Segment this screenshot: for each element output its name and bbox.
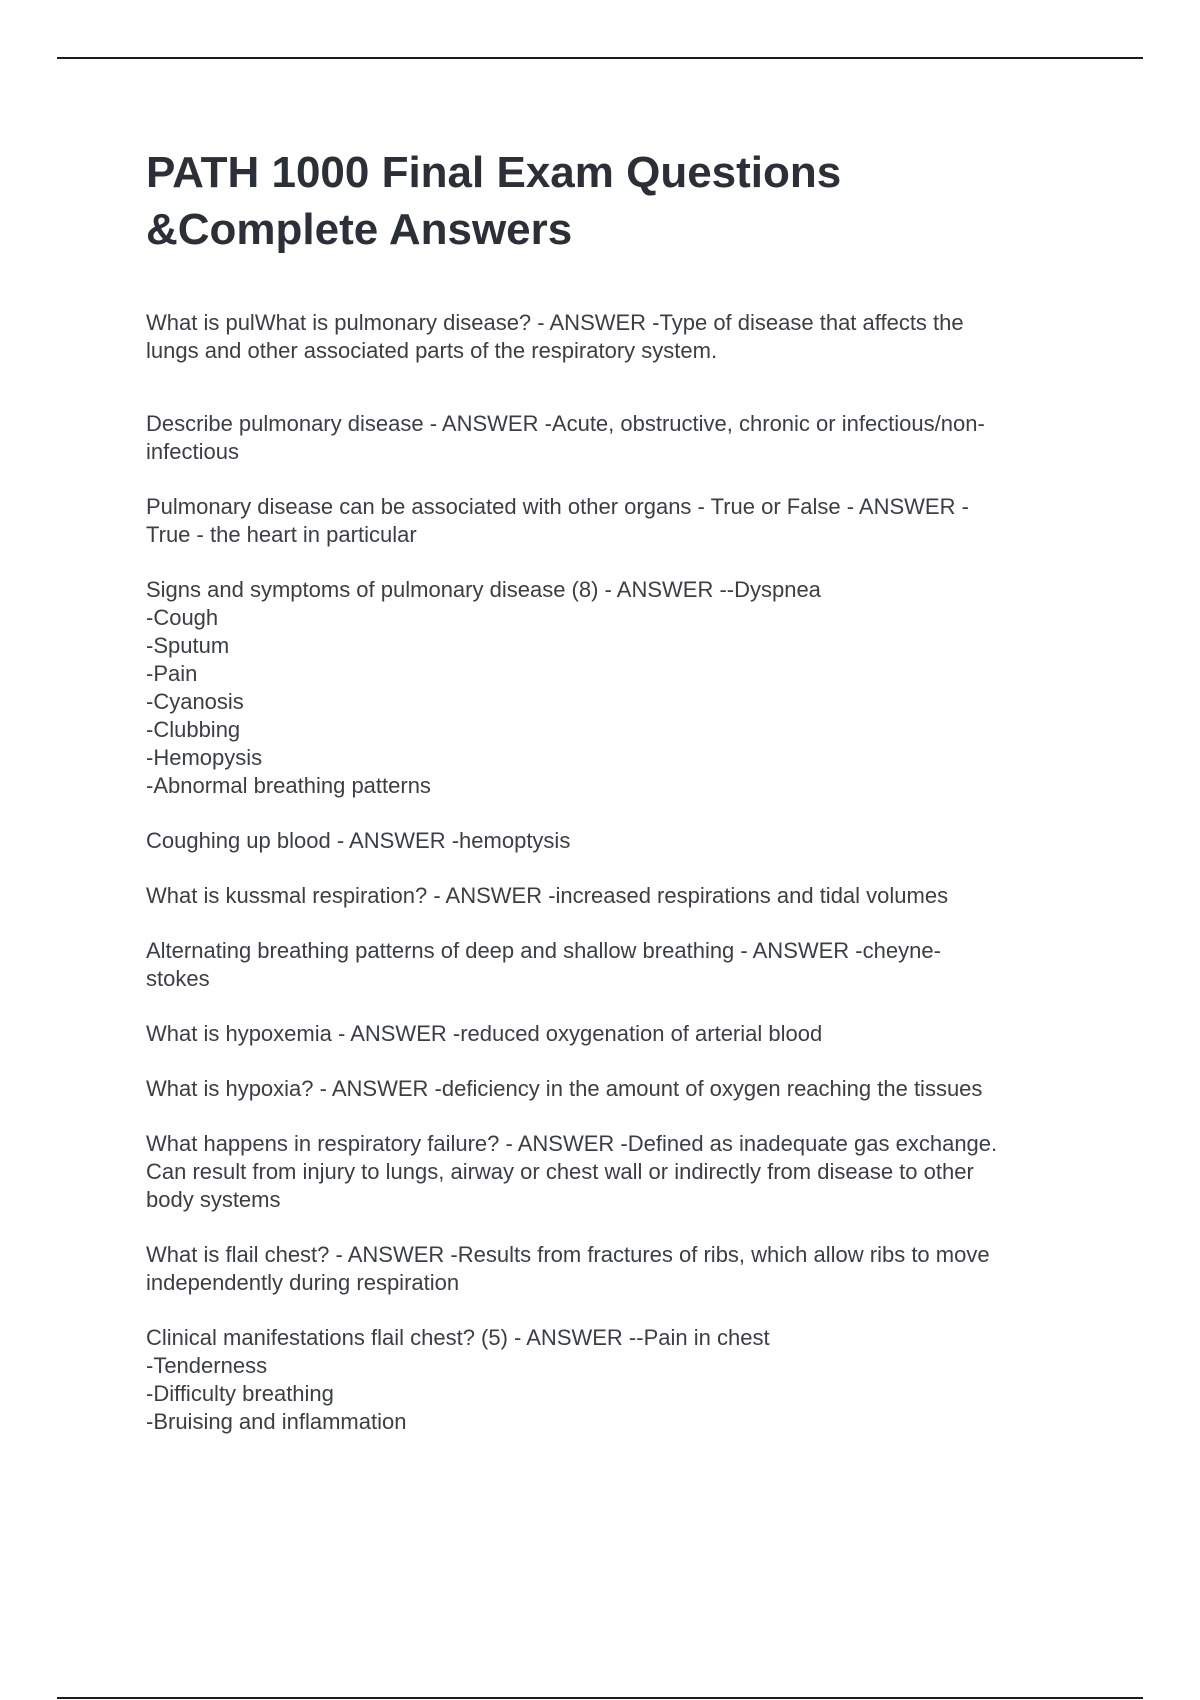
qa-line: Can result from injury to lungs, airway or chest wall or indirectly from disease to other: [146, 1159, 974, 1184]
qa-entry: [146, 576, 1086, 800]
qa-line: -Bruising and inflammation: [146, 1409, 407, 1434]
qa-line: -Sputum: [146, 633, 230, 658]
qa-line: -Clubbing: [146, 717, 241, 742]
qa-entry: [146, 1130, 1086, 1214]
qa-line: What is hypoxia? - ANSWER -deficiency in the amount of oxygen reaching the tissues: [146, 1076, 983, 1101]
qa-line: body systems: [146, 1187, 281, 1212]
qa-entry: [146, 937, 1086, 993]
qa-line: What is hypoxemia - ANSWER -reduced oxygenation of arterial blood: [146, 1021, 823, 1046]
bottom-rule: [57, 1697, 1143, 1699]
qa-line: Alternating breathing patterns of deep and shallow breathing - ANSWER -cheyne-: [146, 938, 941, 963]
qa-line: -Cough: [146, 605, 219, 630]
qa-line: lungs and other associated parts of the respiratory system.: [146, 338, 718, 363]
qa-line: What happens in respiratory failure? - ANSWER -Defined as inadequate gas exchange.: [146, 1131, 998, 1156]
qa-line: -Pain: [146, 661, 198, 686]
qa-line: Signs and symptoms of pulmonary disease (8) - ANSWER --Dyspnea: [146, 577, 821, 602]
qa-line: -Abnormal breathing patterns: [146, 773, 431, 798]
qa-line: infectious: [146, 439, 239, 464]
qa-line: -Difficulty breathing: [146, 1381, 334, 1406]
title-line: PATH 1000 Final Exam Questions: [146, 148, 842, 197]
qa-entry: [146, 410, 1086, 466]
qa-entry: [146, 827, 1086, 855]
top-rule: [57, 57, 1143, 59]
qa-line: stokes: [146, 966, 210, 991]
qa-entry: [146, 1020, 1086, 1048]
qa-entry: [146, 1324, 1086, 1436]
title-line: &Complete Answers: [146, 205, 573, 254]
qa-entry: [146, 1075, 1086, 1103]
qa-line: What is pulWhat is pulmonary disease? - ANSWER -Type of disease that affects the: [146, 310, 964, 335]
qa-line: -Hemopysis: [146, 745, 263, 770]
qa-entry: [146, 309, 1086, 365]
qa-line: What is kussmal respiration? - ANSWER -increased respirations and tidal volumes: [146, 883, 949, 908]
qa-entry: [146, 493, 1086, 549]
qa-line: -Tenderness: [146, 1353, 268, 1378]
qa-list: [146, 309, 1086, 1436]
document-body: [146, 144, 1086, 1463]
qa-line: Describe pulmonary disease - ANSWER -Acute, obstructive, chronic or infectious/non-: [146, 411, 985, 436]
qa-line: independently during respiration: [146, 1270, 460, 1295]
qa-entry: [146, 882, 1086, 910]
document-title: [146, 144, 1086, 258]
qa-entry: [146, 1241, 1086, 1297]
qa-line: -Cyanosis: [146, 689, 244, 714]
qa-line: True - the heart in particular: [146, 522, 417, 547]
qa-line: Clinical manifestations flail chest? (5) - ANSWER --Pain in chest: [146, 1325, 770, 1350]
qa-line: What is flail chest? - ANSWER -Results from fractures of ribs, which allow ribs to move: [146, 1242, 990, 1267]
qa-line: Coughing up blood - ANSWER -hemoptysis: [146, 828, 571, 853]
qa-line: Pulmonary disease can be associated with other organs - True or False - ANSWER -: [146, 494, 969, 519]
